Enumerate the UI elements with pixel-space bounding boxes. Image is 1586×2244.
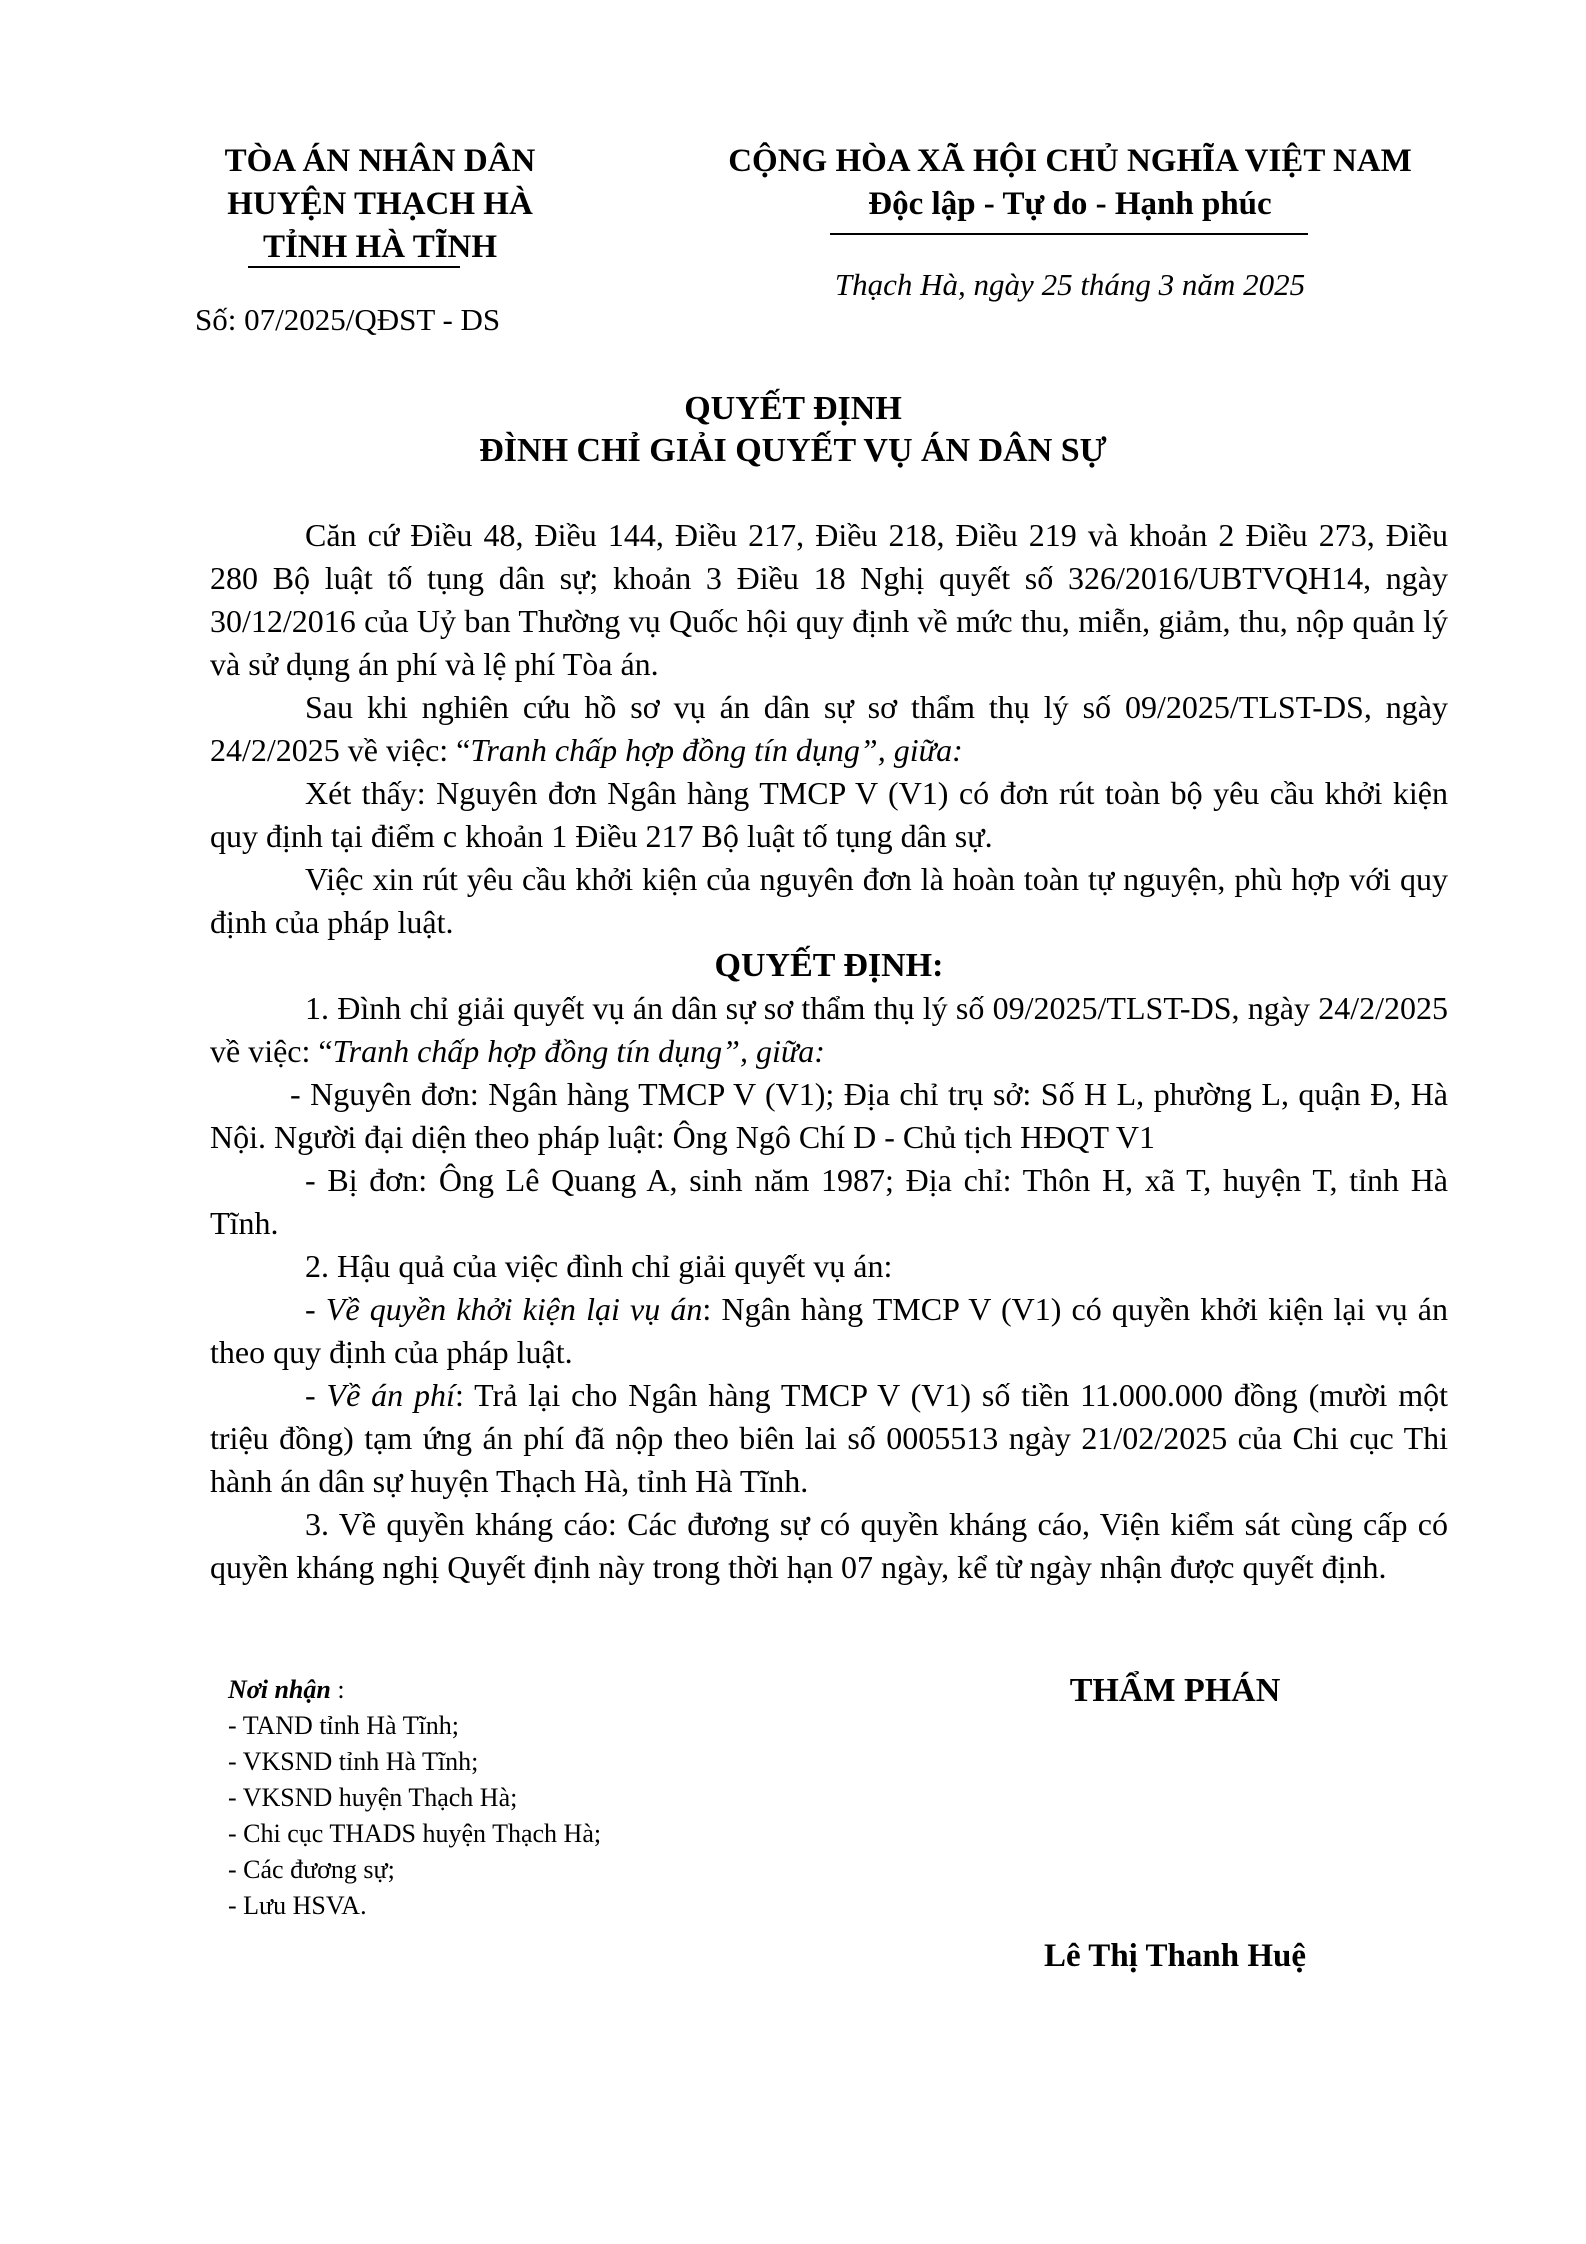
case-review-paragraph [210, 686, 1448, 772]
case-review-text: Sau khi nghiên cứu hồ sơ vụ án dân sự sơ thẩm thụ lý số 09/2025/TLST-DS, ngày 24/2/2025 về việc: “ [210, 689, 1448, 768]
court-fee-label: - Về án phí [305, 1377, 455, 1413]
defendant-paragraph: - Bị đơn: Ông Lê Quang A, sinh năm 1987; Địa chỉ: Thôn H, xã T, huyện T, tỉnh Hà Tĩnh. [210, 1162, 1448, 1241]
signer-title: THẨM PHÁN [1069, 1672, 1281, 1709]
case-subject-text: Tranh chấp hợp đồng tín dụng”, giữa: [470, 732, 963, 768]
recipient-item: - Lưu HSVA. [228, 1891, 367, 1920]
recipients-heading [228, 1672, 928, 1708]
decision-item-3: 3. Về quyền kháng cáo: Các đương sự có quyền kháng cáo, Viện kiểm sát cùng cấp có quyền kháng nghị Quyết định này trong thời hạn 07 ngày, kể từ ngày nhận được quyết định. [210, 1506, 1448, 1585]
finding-paragraph: Xét thấy: Nguyên đơn Ngân hàng TMCP V (V1) có đơn rút toàn bộ yêu cầu khởi kiện quy định tại điểm c khoản 1 Điều 217 Bộ luật tố tụng dân sự. [210, 775, 1448, 854]
plaintiff-paragraph: - Nguyên đơn: Ngân hàng TMCP V (V1); Địa chỉ trụ sở: Số H L, phường L, quận Đ, Hà Nội. Người đại diện theo pháp luật: Ông Ngô Chí D - Chủ tịch HĐQT V1 [210, 1076, 1448, 1155]
motto-underline [830, 233, 1308, 235]
decision-heading: QUYẾT ĐỊNH: [714, 947, 944, 984]
recipient-item: - Chi cục THADS huyện Thạch Hà; [228, 1819, 602, 1848]
national-motto: Độc lập - Tự do - Hạnh phúc [868, 186, 1272, 222]
decision-item-1-subject: Tranh chấp hợp đồng tín dụng”, giữa: [332, 1033, 825, 1069]
national-title: CỘNG HÒA XÃ HỘI CHỦ NGHĨA VIỆT NAM [728, 143, 1412, 179]
document-body [210, 514, 1448, 1589]
decision-item-1 [210, 987, 1448, 1073]
court-name-line3: TỈNH HÀ TĨNH [262, 229, 498, 265]
court-fee-text: : Trả lại cho Ngân hàng TMCP V (V1) số tiền 11.000.000 đồng (mười một triệu đồng) tạm ứng án phí đã nộp theo biên lai số 0005513 ngày 21/02/2025 của Chi cục Thi hành án dân sự huyện Thạch Hà, tỉnh Hà Tĩnh. [210, 1377, 1449, 1499]
right-to-resue-text: : Ngân hàng TMCP V (V1) có quyền khởi kiện lại vụ án theo quy định của pháp luật. [210, 1291, 1449, 1370]
signer-name: Lê Thị Thanh Huệ [1044, 1938, 1306, 1974]
decision-item-2: 2. Hậu quả của việc đình chỉ giải quyết vụ án: [305, 1248, 893, 1284]
recipient-item: - VKSND tỉnh Hà Tĩnh; [228, 1747, 479, 1776]
document-number: Số: 07/2025/QĐST - DS [195, 302, 501, 337]
decision-title: QUYẾT ĐỊNH [684, 390, 902, 427]
recipient-item: - TAND tỉnh Hà Tĩnh; [228, 1711, 459, 1740]
court-header-divider [248, 266, 460, 268]
recipients-label: Nơi nhận [228, 1675, 331, 1704]
legal-basis-paragraph: Căn cứ Điều 48, Điều 144, Điều 217, Điều 218, Điều 219 và khoản 2 Điều 273, Điều 280 Bộ luật tố tụng dân sự; khoản 3 Điều 18 Nghị quyết số 326/2016/UBTVQH14, ngày 30/12/2016 của Uỷ ban Thường vụ Quốc hội quy định về mức thu, miễn, giảm, thu, nộp quản lý và sử dụng án phí và lệ phí Tòa án. [210, 517, 1448, 682]
court-header [150, 140, 610, 269]
voluntary-paragraph: Việc xin rút yêu cầu khởi kiện của nguyên đơn là hoàn toàn tự nguyện, phù hợp với quy định của pháp luật. [210, 861, 1448, 940]
recipients-colon: : [330, 1675, 345, 1704]
recipient-item: - Các đương sự; [228, 1855, 395, 1884]
right-to-resue-paragraph [210, 1288, 1448, 1374]
decision-subtitle: ĐÌNH CHỈ GIẢI QUYẾT VỤ ÁN DÂN SỰ [479, 432, 1107, 469]
recipients-block [228, 1672, 928, 1924]
court-name-line2: HUYỆN THẠCH HÀ [227, 186, 533, 222]
court-fee-paragraph [210, 1374, 1448, 1503]
court-name-line1: TÒA ÁN NHÂN DÂN [224, 143, 536, 179]
national-header [680, 140, 1460, 226]
right-to-resue-label: - Về quyền khởi kiện lại vụ án [305, 1291, 703, 1327]
decision-item-1-text: 1. Đình chỉ giải quyết vụ án dân sự sơ thẩm thụ lý số 09/2025/TLST-DS, ngày 24/2/2025 về việc: “ [210, 990, 1448, 1069]
recipient-item: - VKSND huyện Thạch Hà; [228, 1783, 518, 1812]
place-date: Thạch Hà, ngày 25 tháng 3 năm 2025 [834, 267, 1306, 302]
